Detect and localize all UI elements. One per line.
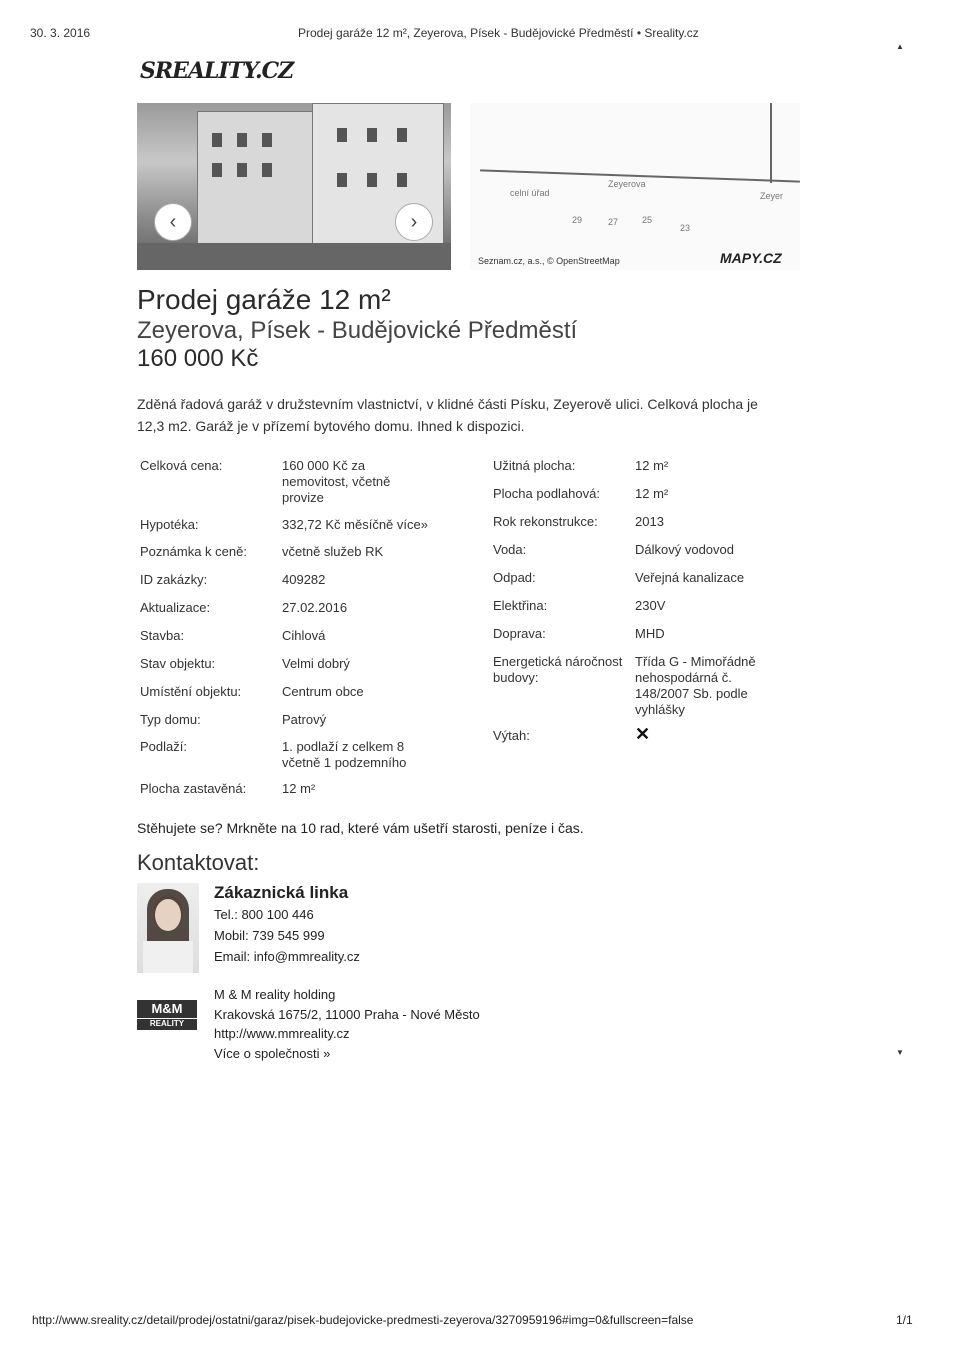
gallery-prev-button[interactable] bbox=[154, 203, 192, 241]
print-footer-url: http://www.sreality.cz/detail/prodej/ostatni/garaz/pisek-budejovicke-predmesti-zeyerova/3270959196#img=0&fullscreen=false bbox=[32, 1313, 694, 1327]
param-label: Elektřina: bbox=[493, 598, 548, 613]
map-label: Zeyer bbox=[760, 191, 784, 201]
agent-avatar bbox=[137, 883, 199, 973]
param-label: Aktualizace: bbox=[140, 600, 211, 615]
param-value: Velmi dobrý bbox=[282, 656, 350, 671]
param-label: Hypotéka: bbox=[140, 517, 199, 532]
moving-tips-link[interactable]: Stěhujete se? Mrkněte na 10 rad, které vám ušetří starosti, peníze i čas. bbox=[137, 820, 584, 836]
gallery-next-button[interactable] bbox=[395, 203, 433, 241]
param-value: MHD bbox=[635, 626, 665, 641]
no-elevator-icon: ✕ bbox=[635, 724, 651, 744]
map-label: 23 bbox=[680, 223, 691, 233]
company-logo-sub: REALITY bbox=[137, 1018, 197, 1029]
scroll-up-arrow-icon[interactable]: ▲ bbox=[896, 42, 904, 51]
gallery-photo[interactable] bbox=[137, 103, 451, 270]
contact-heading: Kontaktovat: bbox=[137, 850, 260, 875]
map-label: 29 bbox=[572, 215, 583, 225]
param-value: 1. podlaží z celkem 8 včetně 1 podzemního bbox=[282, 739, 407, 770]
param-label: Plocha podlahová: bbox=[493, 486, 600, 501]
param-value: 12 m² bbox=[635, 458, 669, 473]
param-value: Třída G - Mimořádně nehospodárná č. 148/2007 Sb. podle vyhlášky bbox=[635, 654, 756, 717]
agent-name: Zákaznická linka bbox=[214, 883, 349, 902]
param-value: 409282 bbox=[282, 572, 326, 587]
mapy-logo[interactable]: MAPY.CZ bbox=[720, 250, 782, 266]
param-value: 2013 bbox=[635, 514, 664, 529]
map-label: celní úřad bbox=[510, 188, 550, 198]
param-label: Poznámka k ceně: bbox=[140, 544, 247, 559]
param-value: Cihlová bbox=[282, 628, 326, 643]
map-credit: Seznam.cz, a.s., © OpenStreetMap bbox=[478, 256, 620, 266]
param-value: Dálkový vodovod bbox=[635, 542, 734, 557]
listing-price: 160 000 Kč bbox=[137, 345, 259, 372]
agent-phone[interactable]: Tel.: 800 100 446 bbox=[214, 907, 314, 922]
param-label: Umístění objektu: bbox=[140, 684, 242, 699]
param-value: Centrum obce bbox=[282, 684, 364, 699]
company-address: Krakovská 1675/2, 11000 Praha - Nové Město bbox=[214, 1007, 480, 1022]
param-label: Stavba: bbox=[140, 628, 185, 643]
company-name: M & M reality holding bbox=[214, 987, 336, 1002]
param-label: Celková cena: bbox=[140, 458, 223, 473]
map-label: 27 bbox=[608, 217, 619, 227]
company-logo-main: M&M bbox=[151, 1001, 183, 1016]
param-label: Odpad: bbox=[493, 570, 536, 585]
param-label: Stav objektu: bbox=[140, 656, 216, 671]
print-page-title: Prodej garáže 12 m², Zeyerova, Písek - Budějovické Předměstí • Sreality.cz bbox=[298, 26, 699, 40]
param-label: Výtah: bbox=[493, 728, 530, 743]
mortgage-link[interactable]: 332,72 Kč měsíčně více» bbox=[282, 517, 428, 532]
param-value: 12 m² bbox=[282, 781, 316, 796]
param-label: Voda: bbox=[493, 542, 527, 557]
company-logo bbox=[137, 1000, 197, 1030]
param-value: 160 000 Kč za nemovitost, včetně provize bbox=[282, 458, 391, 505]
param-value: Veřejná kanalizace bbox=[635, 570, 745, 585]
param-value: včetně služeb RK bbox=[282, 544, 384, 559]
scroll-down-arrow-icon[interactable]: ▼ bbox=[896, 1048, 904, 1057]
agent-email[interactable]: Email: info@mmreality.cz bbox=[214, 949, 360, 964]
param-label: Podlaží: bbox=[140, 739, 187, 754]
param-label: Typ domu: bbox=[140, 712, 201, 727]
print-page-number: 1/1 bbox=[896, 1313, 913, 1327]
listing-title: Prodej garáže 12 m² bbox=[137, 284, 391, 315]
chevron-right-icon: › bbox=[410, 210, 418, 233]
param-value: 27.02.2016 bbox=[282, 600, 348, 615]
company-website-link[interactable]: http://www.mmreality.cz bbox=[214, 1026, 350, 1041]
listing-description: Zděná řadová garáž v družstevním vlastnictví, v klidné části Písku, Zeyerově ulici. Celková plocha je 12,3 m2. Garáž je v přízemí bytového domu. Ihned k dispozici. bbox=[137, 396, 758, 434]
param-value: Patrový bbox=[282, 712, 327, 727]
location-map[interactable] bbox=[470, 103, 800, 270]
param-label: Užitná plocha: bbox=[493, 458, 576, 473]
param-value: 230V bbox=[635, 598, 666, 613]
company-more-link[interactable]: Více o společnosti » bbox=[214, 1046, 331, 1061]
chevron-left-icon: ‹ bbox=[169, 210, 177, 233]
param-value: 12 m² bbox=[635, 486, 669, 501]
param-label: Plocha zastavěná: bbox=[140, 781, 247, 796]
map-label: 25 bbox=[642, 215, 653, 225]
param-label: Energetická náročnost budovy: bbox=[493, 654, 623, 685]
sreality-logo[interactable]: SREALITY.CZ bbox=[140, 58, 294, 84]
param-label: Doprava: bbox=[493, 626, 546, 641]
listing-location: Zeyerova, Písek - Budějovické Předměstí bbox=[137, 317, 578, 344]
agent-mobile[interactable]: Mobil: 739 545 999 bbox=[214, 928, 325, 943]
map-label: Zeyerova bbox=[608, 179, 646, 189]
print-date: 30. 3. 2016 bbox=[30, 26, 91, 40]
param-label: ID zakázky: bbox=[140, 572, 208, 587]
param-label: Rok rekonstrukce: bbox=[493, 514, 598, 529]
